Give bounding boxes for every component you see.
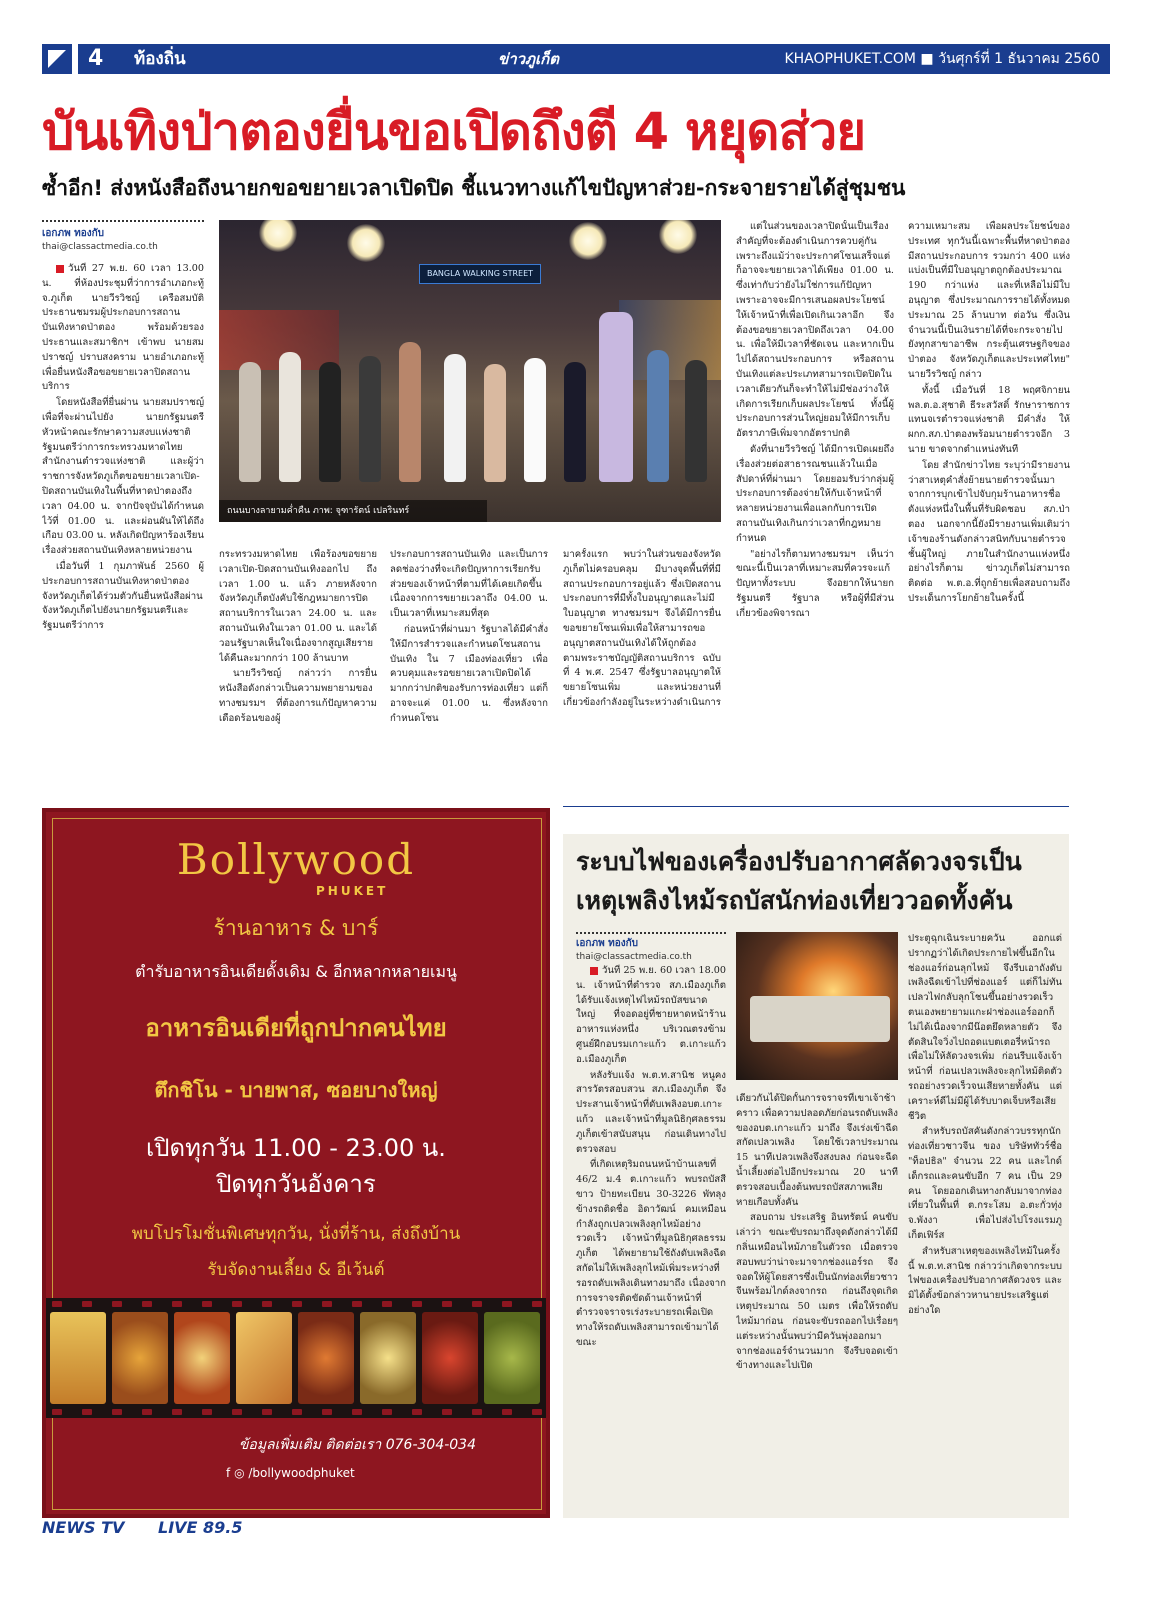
bullet-icon <box>56 265 64 273</box>
street-sign: BANGLA WALKING STREET <box>419 264 541 284</box>
pedestrian <box>279 352 301 482</box>
paragraph: เดียวกันได้ปิดกั้นการจราจรที่เขาเจ้าช้าคราว เพื่อความปลอดภัยก่อนรถดับเพลิงของอบต.เกาะแก้ว มาถึง จึงเร่งเข้าฉีดสกัดเปลวเพลิง โดยใช้เวลาประมาณ 15 นาทีเปลวเพลิงจึงสงบลง ก่อนจะฉีดน้ำเลี้ยงต่อไปอีกประมาณ 20 นาที ตรวจสอบเบื้องต้นพบรถบัสสภาพเสียหายเกือบทั้งคัน <box>736 1093 898 1208</box>
byline-rule <box>576 932 726 934</box>
paragraph: ดังที่นายวีรวิชญ์ ได้มีการเปิดเผยถึงเรื่องส่วยต่อสาธารณชนแล้วในเมื่อสัปดาห์ที่ผ่านมา โดยยอมรับว่ากลุ่มผู้ประกอบการต้องจ่ายให้กับเจ้าหน้าที่หลายหน่วยงานเพื่อแลกกับการเปิดสถานบันเทิงเกินกว่าเวลาที่กฎหมายกำหนด <box>736 443 894 544</box>
ad-highlight: อาหารอินเดียที่ถูกปากคนไทย <box>145 1014 447 1042</box>
website-link[interactable]: KHAOPHUKET.COM <box>784 51 916 67</box>
food-photo <box>174 1312 230 1404</box>
issue-date: วันศุกร์ที่ 1 ธันวาคม 2560 <box>938 51 1100 67</box>
paragraph: แต่ในส่วนของเวลาปิดนั้นเป็นเรื่องสำคัญที่จะต้องดำเนินการควบคู่กันเพราะถึงแม้ว่าจะประกาศโซนเสร็จแต่ก็อาจจะขยายเวลาได้เพียง 01.00 น. ซึ่งเท่ากับว่ายังไม่ใช่การแก้ปัญหา เพราะอาจจะมีการเสนอผลประโยชน์ให้เจ้าหน้าที่เพื่อเปิดเกินเวลาอีก จึงต้องขอขยายเวลาปิดถึงเวลา 04.00 น. เพื่อให้มีเวลาที่ชัดเจน และหากเป็นไปได้สถานประกอบการ หรือสถานบันเทิงแต่ละประเภทสามารถเปิดปิดในเวลาเดียวกันก็จะทำให้ไม่มีช่องว่างให้เกิดการเรียกเก็บผลประโยชน์ ทั้งนี้ผู้ประกอบการส่วนใหญ่ยอมให้มีการเก็บอัตราภาษีเพิ่มจากอัตราปกติ <box>736 221 894 440</box>
byline-name: เอกภพ ทองกับ <box>42 228 105 239</box>
bollywood-advertisement[interactable] <box>42 808 550 1518</box>
lantern-icon <box>259 220 297 252</box>
masthead-logo: ข่าวภูเก็ต <box>498 50 559 68</box>
pedestrian <box>319 362 341 482</box>
pedestrian <box>564 362 586 482</box>
bullet-icon <box>590 967 598 975</box>
byline-name: เอกภพ ทองกับ <box>576 938 639 949</box>
byline-email[interactable]: thai@classactmedia.co.th <box>42 242 158 252</box>
paragraph: กระทรวงมหาดไทย เพื่อร้องขอขยายเวลาเปิด-ปิดสถานบันเทิงออกไป ถึงเวลา 1.00 น. แล้ว ภายหลังจาก จังหวัดภูเก็ตบังคับใช้กฎหมายการปิดสถานบริการในเวลา 24.00 น. และสถานบันเทิงในเวลา 01.00 น. และได้วอนรัฐบาลเห็นใจเนื่องจากสูญเสียรายได้คืนละมากกว่า 100 ล้านบาท <box>219 549 377 664</box>
headline-line: เหตุเพลิงไหม้รถบัสนักท่องเที่ยววอดทั้งคัน <box>576 886 1013 915</box>
page-number: 4 <box>88 46 104 71</box>
article2-column-1 <box>576 964 726 1518</box>
pedestrian <box>599 312 633 482</box>
news-photo <box>219 220 721 522</box>
ad-closed-day: ปิดทุกวันอังคาร <box>216 1170 376 1198</box>
paragraph: โดย สำนักข่าวไทย ระบุว่ามีรายงานว่าสาเหตุคำสั่งย้ายนายตำรวจนั้นมาจากการบุกเข้าไปจับกุมร้านอาหารชื่อดังแห่งหนึ่งในพื้นที่รับผิดชอบ สภ.ป่าตอง นอกจากนี้ยังมีรายงานเพิ่มเติมว่าเจ้าของร้านดังกล่าวสนิทกับนายตำรวจชั้นผู้ใหญ่ ภายในสำนักงานแห่งหนึ่ง อย่างไรก็ตาม ข่าวภูเก็ตไม่สามารถติดต่อ พ.ต.อ.ที่ถูกย้ายเพื่อสอบถามถึงประเด็นการโยกย้ายในครั้งนี้ <box>908 459 1070 604</box>
food-photo <box>484 1312 540 1404</box>
paragraph: เมื่อวันที่ 1 กุมภาพันธ์ 2560 ผู้ประกอบการสถานบันเทิงหาดป่าตอง จังหวัดภูเก็ตได้ร่วมตัวกันยื่นหนังสือผ่านจังหวัดภูเก็ตไปยังนายกรัฐมนตรีและรัฐมนตรีว่าการ <box>42 560 204 632</box>
live-radio-logo: LIVE 89.5 <box>158 1518 243 1537</box>
facebook-icon: f <box>226 1466 231 1480</box>
food-photo <box>50 1312 106 1404</box>
pedestrian <box>444 354 466 482</box>
paragraph: สำหรับสาเหตุของเพลิงไหม้ในครั้งนี้ พ.ต.ท.สานิช กล่าวว่าเกิดจากระบบไฟของเครื่องปรับอากาศลัดวงจร และมิได้ตั้งข้อกล่าวหานายประเสริฐแต่อย่างใด <box>908 1245 1062 1316</box>
pedestrian <box>399 342 421 482</box>
section-divider <box>563 806 1069 807</box>
lantern-icon <box>347 224 385 262</box>
paragraph: ประตูฉุกเฉินระบายควัน ออกแต่ปรากฏว่าได้เกิดประกายไฟขึ้นอีกในช่องแอร์ก่อนลุกไหม้ จึงรีบเอาถังดับเพลิงฉีดเข้าไปที่ช่องแอร์ แต่ก็ไม่ทัน เปลวไฟกลับลุกโชนขึ้นอย่างรวดเร็วตนเองพยายามแกะฝาช่องแอร์ออกก็ไม่ได้เนื่องจากมีน๊อตยึดหลายตัว จึงตัดสินใจวิ่งไปถอดแบตเตอรี่หน้ารถเพื่อไม่ให้ลัดวงจรเพิ่ม ก่อนรีบแจ้งเจ้าหน้าที่ ก่อนเปลวเพลิงจะลุกไหม้ติดตัวรถอย่างรวดเร็วจนเสียหายทั้งคัน แต่เคราะห์ดีไม่มีผู้ได้รับบาดเจ็บหรือเสียชีวิต <box>908 933 1062 1122</box>
corner-icon <box>42 44 72 74</box>
byline-email[interactable]: thai@classactmedia.co.th <box>576 952 692 962</box>
paragraph: วันที่ 25 พ.ย. 60 เวลา 18.00 น. เจ้าหน้าที่ตำรวจ สภ.เมืองภูเก็ต ได้รับแจ้งเหตุไฟไหม้รถบัสขนาดใหญ่ ที่จอดอยู่ที่ชายหาดหน้าร้านอาหารแห่งหนึ่ง บริเวณตรงข้าม ศูนย์ฝึกอบรมเกาะแก้ว ต.เกาะแก้ว อ.เมืองภูเก็ต <box>576 965 726 1065</box>
paragraph: โดยหนังสือที่ยื่นผ่าน นายสมปราชญ์ เพื่อที่จะผ่านไปยัง นายกรัฐมนตรี หัวหน้าคณะรักษาความสงบแห่งชาติ รัฐมนตรีว่าการกระทรวงมหาดไทย สำนักงานตำรวจแห่งชาติ และผู้ว่าราชการจังหวัดภูเก็ตขอขยายเวลาเปิด-ปิดสถานบันเทิงในพื้นที่หาดป่าตองถึงเวลา 04.00 น. จากปัจจุบันได้กำหนดไว้ที่ 01.00 น. และผ่อนผันให้ได้ถึงเกือบ 03.00 น. หลังเกิดปัญหาร้องเรียนเรื่องส่วยสถานบันเทิงหลายหน่วยงาน <box>42 397 204 557</box>
ad-business-type: ร้านอาหาร & บาร์ <box>213 916 379 940</box>
paragraph: วันที่ 27 พ.ย. 60 เวลา 13.00 น. ที่ห้องประชุมที่ว่าการอำเภอกะทู้ จ.ภูเก็ต นายวีรวิชญ์ เครือสมบัติ ประธานชมรมผู้ประกอบการสถานบันเทิงหาดป่าตอง พร้อมด้วยรองประธานและสมาชิกฯ เข้าพบ นายสมปราชญ์ ปราบสงคราม นายอำเภอกะทู้ เพื่อยื่นหนังสือขอขยายเวลาปิดสถานบริการ <box>42 263 204 393</box>
paragraph: มาครั้งแรก พบว่าในส่วนของจังหวัดภูเก็ตไม่ครอบคลุม มีบางจุดพื้นที่ที่มีสถานประกอบการอยู่แล้ว ซึ่งเปิดสถานประกอบการที่มีทั้งใบอนุญาตและไม่มีใบอนุญาต ทางชมรมฯ จึงได้มีการยื่นขอขยายโซนเพิ่มเพื่อให้สามารถขออนุญาตสถานบันเทิงได้ให้ถูกต้อง ตามพระราชบัญญัติสถานบริการ ฉบับที่ 4 พ.ศ. 2547 ซึ่งรัฐบาลอนุญาตให้ขยายโซนเพิ่ม และหน่วยงานที่เกี่ยวข้องกำลังอยู่ในระหว่างดำเนินการ <box>563 549 721 708</box>
food-photo <box>422 1312 478 1404</box>
paragraph: ทั้งนี้ เมื่อวันที่ 18 พฤศจิกายน พล.ต.อ.สุชาติ ธีระสวัสดิ์ รักษาราชการแทนจเรตำรวจแห่งชาติ มีคำสั่ง ให้ ผกก.สภ.ป่าตองพร้อมนายตำรวจอีก 3 นาย ขาดจากตำแหน่งทันที <box>908 384 1070 455</box>
ad-opening-hours: เปิดทุกวัน 11.00 - 23.00 น. <box>146 1134 446 1162</box>
article1-column-4 <box>563 548 721 782</box>
paragraph: หลังรับแจ้ง พ.ต.ท.สานิช หนูคง สารวัตรสอบสวน สภ.เมืองภูเก็ต จึงประสานเจ้าหน้าที่ดับเพลิงอบต.เกาะแก้ว และเจ้าหน้าที่มูลนิธิกุศลธรรมภูเก็ตเข้าสนับสนุน ก่อนเดินทางไปตรวจสอบ <box>576 1069 726 1155</box>
pedestrian <box>647 350 669 482</box>
ad-promotion: พบโปรโมชั่นพิเศษทุกวัน, นั่งที่ร้าน, ส่งถึงบ้าน <box>131 1224 461 1244</box>
article1-column-1 <box>42 262 204 782</box>
paragraph: ก่อนหน้าที่ผ่านมา รัฐบาลได้มีคำสั่งให้มีการสำรวจและกำหนดโซนสถานบันเทิง ใน 7 เมืองท่องเที่ยว เพื่อควบคุมและรอขยายเวลาเปิดปิดได้มากกว่าปกติของรับการท่องเที่ยว แต่ก็อาจจะแค่ 01.00 น. ซึ่งหลังจากกำหนดโซน <box>390 623 548 724</box>
dateline: KHAOPHUKET.COM ■ วันศุกร์ที่ 1 ธันวาคม 2560 <box>784 51 1100 67</box>
paragraph: ที่เกิดเหตุริมถนนหน้าบ้านเลขที่ 46/2 ม.4 ต.เกาะแก้ว พบรถบัสสีขาว ป้ายทะเบียน 30-3226 พัทลุง ข้างรถติดชื่อ อิดาวัฒน์ คมเหมือน กำลังถูกเปลวเพลิงลุกไหม้อย่างรวดเร็ว เจ้าหน้าที่มูลนิธิกุศลธรรมภูเก็ต ได้พยายามใช้ถังดับเพลิงฉีดสกัดไม่ให้เพลิงลุกไหม้เพิ่มระหว่างที่รอรถดับเพลิงเดินทางมาถึง เนื่องจากการจราจรติดขัดด้านเจ้าหน้าที่ตำรวจจราจรเร่งระบายรถเพื่อเปิดทางให้รถดับเพลิงสามารถเข้ามาได้ขณะ <box>576 1159 726 1348</box>
food-photo <box>112 1312 168 1404</box>
article1-column-2 <box>219 548 377 782</box>
article1-column-6 <box>908 220 1070 782</box>
pedestrian <box>484 364 506 482</box>
ad-contact-phone[interactable]: ข้อมูลเพิ่มเติม ติดต่อเรา 076-304-034 <box>238 1437 476 1453</box>
ad-location: ตึกชิโน - บายพาส, ซอยบางใหญ่ <box>154 1078 438 1102</box>
social-handle: /bollywoodphuket <box>248 1466 355 1480</box>
page-header <box>78 44 1110 74</box>
lantern-icon <box>569 222 607 260</box>
paragraph: "อย่างไรก็ตามทางชมรมฯ เห็นว่าขณะนี้เป็นเวลาที่เหมาะสมที่ควรจะแก้ปัญหาทั้งระบบ จึงอยากให้นายกรัฐมนตรี รัฐบาล หรือผู้ที่มีส่วนเกี่ยวข้องพิจารณา <box>736 548 894 619</box>
pedestrian <box>239 362 261 482</box>
bus-fire-photo <box>736 932 898 1080</box>
ad-social[interactable] <box>226 1466 355 1480</box>
bollywood-logo: Bollywood <box>176 835 416 884</box>
lantern-icon <box>659 220 697 254</box>
burnt-bus <box>750 996 890 1042</box>
ad-tagline: ตำรับอาหารอินเดียดั้งเดิม & อีกหลากหลายเมนู <box>135 962 457 981</box>
instagram-icon: ◎ <box>234 1466 245 1480</box>
main-subheadline: ซ้ำอีก! ส่งหนังสือถึงนายกขอขยายเวลาเปิดปิด ชี้แนวทางแก้ไขปัญหาส่วย-กระจายรายได้สู่ชุมชน <box>42 176 906 200</box>
pedestrian <box>359 356 381 482</box>
main-headline: บันเทิงป่าตองยื่นขอเปิดถึงตี 4 หยุดส่วย <box>42 103 866 162</box>
paragraph: สำหรับรถบัสคันดังกล่าวบรรทุกนักท่องเที่ยวชาวจีน ของ บริษัททัวร์ชื่อ "ท็อปธิล" จำนวน 22 คน และไกด์ เด็กรถและคนขับอีก 7 คน เป็น 29 คน โดยออกเดินทางกลับมาจากท่องเที่ยวในพื้นที่ ต.กระโสม อ.ตะกั่วทุ่ง จ.พังงา เพื่อไปส่งไปโรงแรมภูเก็ตเฟิร์ส <box>908 1126 1062 1241</box>
section-label: ท้องถิ่น <box>134 49 186 69</box>
news-tv-logo: NEWS TV <box>42 1518 125 1537</box>
pedestrian <box>685 360 707 482</box>
paragraph: สอบถาม ประเสริฐ อินทรัตน์ คนขับ เล่าว่า ขณะขับรถมาถึงจุดดังกล่าวได้มีกลิ่นเหมือนไหม้ภายในตัวรถ เมื่อตรวจสอบพบว่าน่าจะมาจากช่องแอร์รถ จึงจอดให้ผู้โดยสารซึ่งเป็นนักท่องเที่ยวชาวจีนพร้อมไกด์ลงจากรถ ก่อนถึงจุดเกิดเหตุประมาณ 50 เมตร เพื่อให้รถดับไหม้มาก่อน ก่อนจะขับรถออกไปเรื่อยๆ แต่ระหว่างนั้นพบว่ามีควันพุ่งออกมาจากช่องแอร์จำนวนมาก จึงรีบจอดเข้าข้างทางและไปเปิด <box>736 1212 898 1372</box>
food-photo <box>236 1312 292 1404</box>
food-filmstrip <box>42 1298 550 1418</box>
ad-events: รับจัดงานเลี้ยง & อีเว้นต์ <box>207 1260 385 1280</box>
paragraph: นายวีรวิชญ์ กล่าวว่า การยื่นหนังสือดังกล่าวเป็นความพยายามของทางชมรมฯ ที่ต้องการแก้ปัญหาความเดือดร้อนของผู้ <box>219 668 377 724</box>
article2-column-2 <box>736 1092 898 1518</box>
article1-column-5 <box>736 220 894 782</box>
article2-headline <box>576 842 1066 920</box>
food-photo <box>298 1312 354 1404</box>
bollywood-logo-sub: PHUKET <box>316 884 389 898</box>
article1-column-3 <box>390 548 548 782</box>
byline-rule <box>42 220 204 222</box>
paragraph: ความเหมาะสม เพื่อผลประโยชน์ของประเทศ ทุกวันนี้เฉพาะพื้นที่หาดป่าตองมีสถานประกอบการ รวมกว่า 400 แห่ง แบ่งเป็นที่มีใบอนุญาตถูกต้องประมาณ 190 กว่าแห่ง และที่เหลือไม่มีใบอนุญาต ซึ่งประมาณการรายได้ทั้งหมดประมาณ 25 ล้านบาท ต่อวัน ซึ่งเงินจำนวนนี้เป็นเงินรายได้ที่จะกระจายไปยังทุกสาขาอาชีพ กระตุ้นเศรษฐกิจของป่าตอง จังหวัดภูเก็ตและประเทศไทย" นายวีรวิชญ์ กล่าว <box>908 221 1070 380</box>
photo-caption: ถนนบางลายามค่ำคืน ภาพ: จุฑารัตน์ เปลรินทร์ <box>219 500 487 522</box>
food-photo <box>360 1312 416 1404</box>
pedestrian <box>524 358 546 482</box>
paragraph: ประกอบการสถานบันเทิง และเป็นการลดช่องว่างที่จะเกิดปัญหาการเรียกรับส่วยของเจ้าหน้าที่ตามที่ได้เคยเกิดขึ้น เนื่องจากการขยายเวลาถึง 04.00 น. เป็นเวลาที่เหมาะสมที่สุด <box>390 549 548 620</box>
article2-column-3 <box>908 932 1062 1518</box>
headline-line: ระบบไฟของเครื่องปรับอากาศลัดวงจรเป็น <box>576 847 1022 876</box>
